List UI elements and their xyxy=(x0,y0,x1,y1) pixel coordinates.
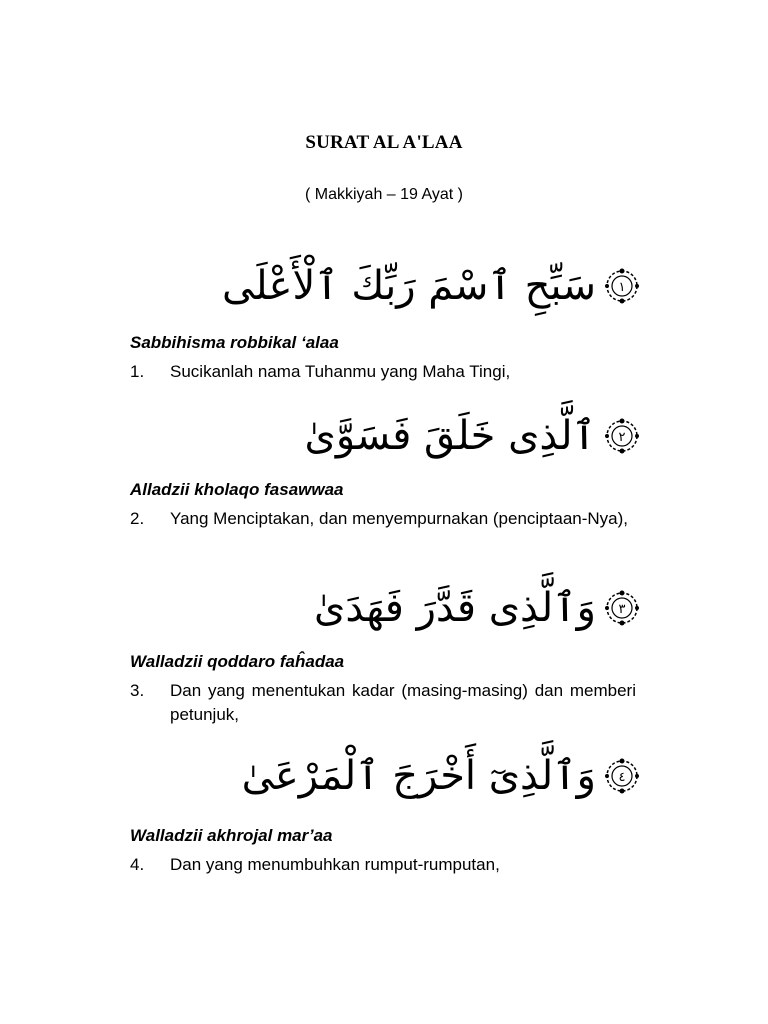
arabic-verse-text: ٱلَّذِى خَلَقَ فَسَوَّىٰ xyxy=(304,413,596,459)
ayah-end-marker-icon xyxy=(604,758,640,794)
arabic-verse-text: وَٱلَّذِى قَدَّرَ فَهَدَىٰ xyxy=(314,585,596,631)
verse-translation-text: Yang Menciptakan, dan menyempurnakan (penciptaan-Nya), xyxy=(170,509,629,528)
verse-transliteration: Walladzii qoddaro faĥadaa xyxy=(130,652,345,671)
arabic-verse-text: وَٱلَّذِىٓ أَخْرَجَ ٱلْمَرْعَىٰ xyxy=(241,753,596,799)
ayah-number: ١ xyxy=(618,280,626,295)
ayah-number: ٢ xyxy=(618,430,626,445)
verse-transliteration: Walladzii akhrojal mar’aa xyxy=(130,826,333,845)
verse-transliteration: Sabbihisma robbikal ‘alaa xyxy=(130,333,339,352)
surah-subtitle: ( Makkiyah – 19 Ayat ) xyxy=(305,186,463,203)
arabic-verse-line xyxy=(222,254,640,318)
verse-translation-text: Sucikanlah nama Tuhanmu yang Maha Tingi, xyxy=(170,362,511,381)
verse-translation xyxy=(130,507,636,531)
verse-translation xyxy=(130,679,636,727)
surah-title: SURAT AL A'LAA xyxy=(305,132,463,153)
arabic-verse-line xyxy=(242,744,640,808)
verse-translation xyxy=(130,853,636,877)
arabic-verse-text: سَبِّحِ ٱسْمَ رَبِّكَ ٱلْأَعْلَى xyxy=(222,263,596,309)
verse-translation xyxy=(130,360,636,384)
ayah-number: ٤ xyxy=(618,770,626,785)
ayah-end-marker-icon xyxy=(604,418,640,454)
ayah-number: ٣ xyxy=(618,602,626,617)
ayah-end-marker-icon xyxy=(604,268,640,304)
verse-translation-text: Dan yang menumbuhkan rumput-rumputan, xyxy=(170,855,500,874)
verse-number: 1. xyxy=(130,362,145,381)
verse-number: 4. xyxy=(130,855,145,874)
verse-translation-text: Dan yang menentukan kadar (masing-masing) dan memberi petunjuk, xyxy=(170,681,636,724)
arabic-verse-line xyxy=(314,576,640,640)
arabic-verse-line xyxy=(305,404,640,468)
verse-transliteration: Alladzii kholaqo fasawwaa xyxy=(130,480,344,499)
verse-number: 2. xyxy=(130,509,145,528)
verse-number: 3. xyxy=(130,681,145,700)
ayah-end-marker-icon xyxy=(604,590,640,626)
